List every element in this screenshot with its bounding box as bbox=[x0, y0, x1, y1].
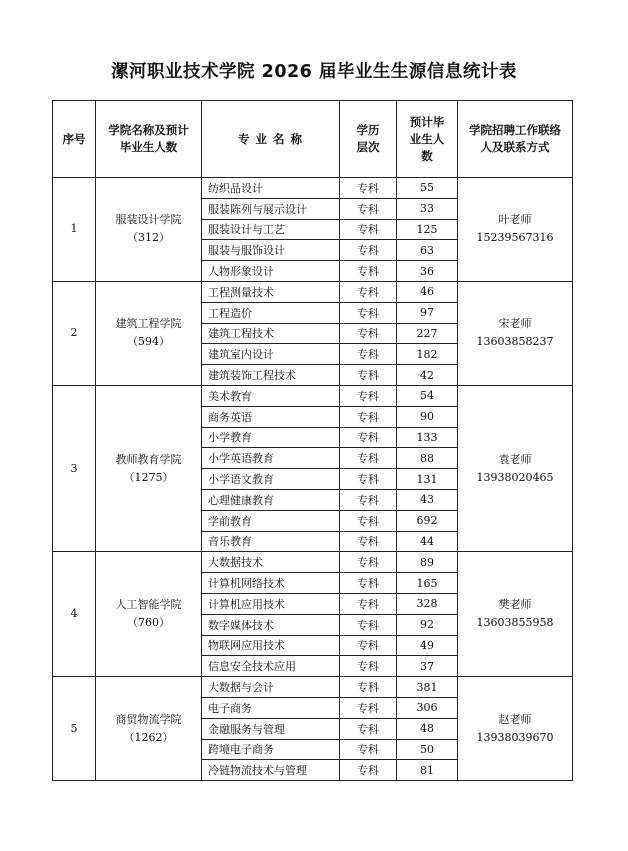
level-cell: 专科 bbox=[340, 573, 397, 594]
contact-cell bbox=[458, 385, 573, 551]
college-cell bbox=[96, 552, 202, 677]
level-cell: 专科 bbox=[340, 344, 397, 365]
header-count: 预计毕业生人数 bbox=[397, 101, 458, 178]
major-cell: 物联网应用技术 bbox=[202, 635, 340, 656]
contact-name: 宋老师 bbox=[498, 317, 532, 331]
college-cell bbox=[96, 178, 202, 282]
major-cell: 小学教育 bbox=[202, 427, 340, 448]
major-cell: 大数据与会计 bbox=[202, 677, 340, 698]
table-row bbox=[53, 178, 573, 199]
contact-name: 袁老师 bbox=[498, 452, 532, 466]
level-cell: 专科 bbox=[340, 718, 397, 739]
contact-cell bbox=[458, 178, 573, 282]
major-cell: 计算机网络技术 bbox=[202, 573, 340, 594]
major-cell: 纺织品设计 bbox=[202, 178, 340, 199]
major-cell: 工程测量技术 bbox=[202, 281, 340, 302]
college-total: （760） bbox=[127, 616, 170, 630]
count-cell: 37 bbox=[397, 656, 458, 677]
college-total: （594） bbox=[127, 335, 170, 349]
graduate-table bbox=[52, 100, 573, 781]
table-row bbox=[53, 281, 573, 302]
major-cell: 服装与服饰设计 bbox=[202, 240, 340, 261]
page-title: 漯河职业技术学院 2026 届毕业生生源信息统计表 bbox=[111, 62, 517, 82]
header-college: 学院名称及预计毕业生人数 bbox=[96, 101, 202, 178]
count-cell: 43 bbox=[397, 489, 458, 510]
level-cell: 专科 bbox=[340, 448, 397, 469]
count-cell: 48 bbox=[397, 718, 458, 739]
count-cell: 36 bbox=[397, 261, 458, 282]
count-cell: 44 bbox=[397, 531, 458, 552]
contact-cell bbox=[458, 281, 573, 385]
college-cell bbox=[96, 281, 202, 385]
contact-phone: 13603858237 bbox=[476, 335, 554, 349]
count-cell: 692 bbox=[397, 510, 458, 531]
level-cell: 专科 bbox=[340, 593, 397, 614]
count-cell: 33 bbox=[397, 198, 458, 219]
college-name: 商贸物流学院 bbox=[115, 712, 182, 726]
count-cell: 54 bbox=[397, 385, 458, 406]
count-cell: 182 bbox=[397, 344, 458, 365]
contact-name: 樊老师 bbox=[498, 598, 532, 612]
table-row bbox=[53, 677, 573, 698]
contact-phone: 15239567316 bbox=[476, 231, 554, 245]
college-name: 教师教育学院 bbox=[115, 452, 182, 466]
count-cell: 381 bbox=[397, 677, 458, 698]
major-cell: 美术教育 bbox=[202, 385, 340, 406]
major-cell: 音乐教育 bbox=[202, 531, 340, 552]
college-cell bbox=[96, 677, 202, 781]
count-cell: 49 bbox=[397, 635, 458, 656]
table-body bbox=[53, 178, 573, 781]
table-row bbox=[53, 385, 573, 406]
major-cell: 计算机应用技术 bbox=[202, 593, 340, 614]
contact-cell bbox=[458, 677, 573, 781]
count-cell: 97 bbox=[397, 302, 458, 323]
level-cell: 专科 bbox=[340, 385, 397, 406]
major-cell: 大数据技术 bbox=[202, 552, 340, 573]
level-cell: 专科 bbox=[340, 323, 397, 344]
major-cell: 数字媒体技术 bbox=[202, 614, 340, 635]
college-name: 人工智能学院 bbox=[115, 598, 182, 612]
count-cell: 63 bbox=[397, 240, 458, 261]
major-cell: 冷链物流技术与管理 bbox=[202, 760, 340, 781]
level-cell: 专科 bbox=[340, 198, 397, 219]
count-cell: 125 bbox=[397, 219, 458, 240]
level-cell: 专科 bbox=[340, 240, 397, 261]
major-cell: 工程造价 bbox=[202, 302, 340, 323]
major-cell: 建筑工程技术 bbox=[202, 323, 340, 344]
level-cell: 专科 bbox=[340, 531, 397, 552]
header-major: 专 业 名 称 bbox=[202, 101, 340, 178]
college-name: 服装设计学院 bbox=[115, 213, 182, 227]
level-cell: 专科 bbox=[340, 178, 397, 199]
major-cell: 服装陈列与展示设计 bbox=[202, 198, 340, 219]
major-cell: 信息安全技术应用 bbox=[202, 656, 340, 677]
count-cell: 55 bbox=[397, 178, 458, 199]
level-cell: 专科 bbox=[340, 219, 397, 240]
count-cell: 227 bbox=[397, 323, 458, 344]
header-row bbox=[53, 101, 573, 178]
contact-phone: 13603855958 bbox=[476, 616, 554, 630]
level-cell: 专科 bbox=[340, 302, 397, 323]
level-cell: 专科 bbox=[340, 427, 397, 448]
major-cell: 学前教育 bbox=[202, 510, 340, 531]
level-cell: 专科 bbox=[340, 281, 397, 302]
level-cell: 专科 bbox=[340, 406, 397, 427]
major-cell: 跨境电子商务 bbox=[202, 739, 340, 760]
count-cell: 92 bbox=[397, 614, 458, 635]
seq-cell: 1 bbox=[53, 178, 96, 282]
major-cell: 小学英语教育 bbox=[202, 448, 340, 469]
header-contact: 学院招聘工作联络人及联系方式 bbox=[458, 101, 573, 178]
seq-cell: 2 bbox=[53, 281, 96, 385]
count-cell: 46 bbox=[397, 281, 458, 302]
count-cell: 306 bbox=[397, 697, 458, 718]
count-cell: 328 bbox=[397, 593, 458, 614]
level-cell: 专科 bbox=[340, 677, 397, 698]
count-cell: 89 bbox=[397, 552, 458, 573]
level-cell: 专科 bbox=[340, 656, 397, 677]
major-cell: 心理健康教育 bbox=[202, 489, 340, 510]
major-cell: 电子商务 bbox=[202, 697, 340, 718]
level-cell: 专科 bbox=[340, 365, 397, 386]
header-level: 学历层次 bbox=[340, 101, 397, 178]
major-cell: 建筑室内设计 bbox=[202, 344, 340, 365]
contact-phone: 13938039670 bbox=[476, 730, 554, 744]
level-cell: 专科 bbox=[340, 760, 397, 781]
level-cell: 专科 bbox=[340, 614, 397, 635]
count-cell: 81 bbox=[397, 760, 458, 781]
level-cell: 专科 bbox=[340, 510, 397, 531]
major-cell: 金融服务与管理 bbox=[202, 718, 340, 739]
level-cell: 专科 bbox=[340, 697, 397, 718]
count-cell: 133 bbox=[397, 427, 458, 448]
major-cell: 人物形象设计 bbox=[202, 261, 340, 282]
count-cell: 131 bbox=[397, 469, 458, 490]
header-seq: 序号 bbox=[53, 101, 96, 178]
college-name: 建筑工程学院 bbox=[115, 317, 182, 331]
level-cell: 专科 bbox=[340, 739, 397, 760]
college-total: （1275） bbox=[123, 470, 174, 484]
contact-name: 赵老师 bbox=[498, 712, 532, 726]
count-cell: 50 bbox=[397, 739, 458, 760]
major-cell: 服装设计与工艺 bbox=[202, 219, 340, 240]
level-cell: 专科 bbox=[340, 552, 397, 573]
college-total: （1262） bbox=[123, 730, 174, 744]
table-row bbox=[53, 552, 573, 573]
count-cell: 165 bbox=[397, 573, 458, 594]
seq-cell: 3 bbox=[53, 385, 96, 551]
contact-cell bbox=[458, 552, 573, 677]
college-cell bbox=[96, 385, 202, 551]
major-cell: 小学语文教育 bbox=[202, 469, 340, 490]
count-cell: 42 bbox=[397, 365, 458, 386]
seq-cell: 5 bbox=[53, 677, 96, 781]
level-cell: 专科 bbox=[340, 635, 397, 656]
seq-cell: 4 bbox=[53, 552, 96, 677]
college-total: （312） bbox=[127, 231, 170, 245]
level-cell: 专科 bbox=[340, 489, 397, 510]
level-cell: 专科 bbox=[340, 469, 397, 490]
major-cell: 商务英语 bbox=[202, 406, 340, 427]
contact-phone: 13938020465 bbox=[476, 470, 554, 484]
major-cell: 建筑装饰工程技术 bbox=[202, 365, 340, 386]
count-cell: 90 bbox=[397, 406, 458, 427]
level-cell: 专科 bbox=[340, 261, 397, 282]
contact-name: 叶老师 bbox=[498, 213, 532, 227]
count-cell: 88 bbox=[397, 448, 458, 469]
